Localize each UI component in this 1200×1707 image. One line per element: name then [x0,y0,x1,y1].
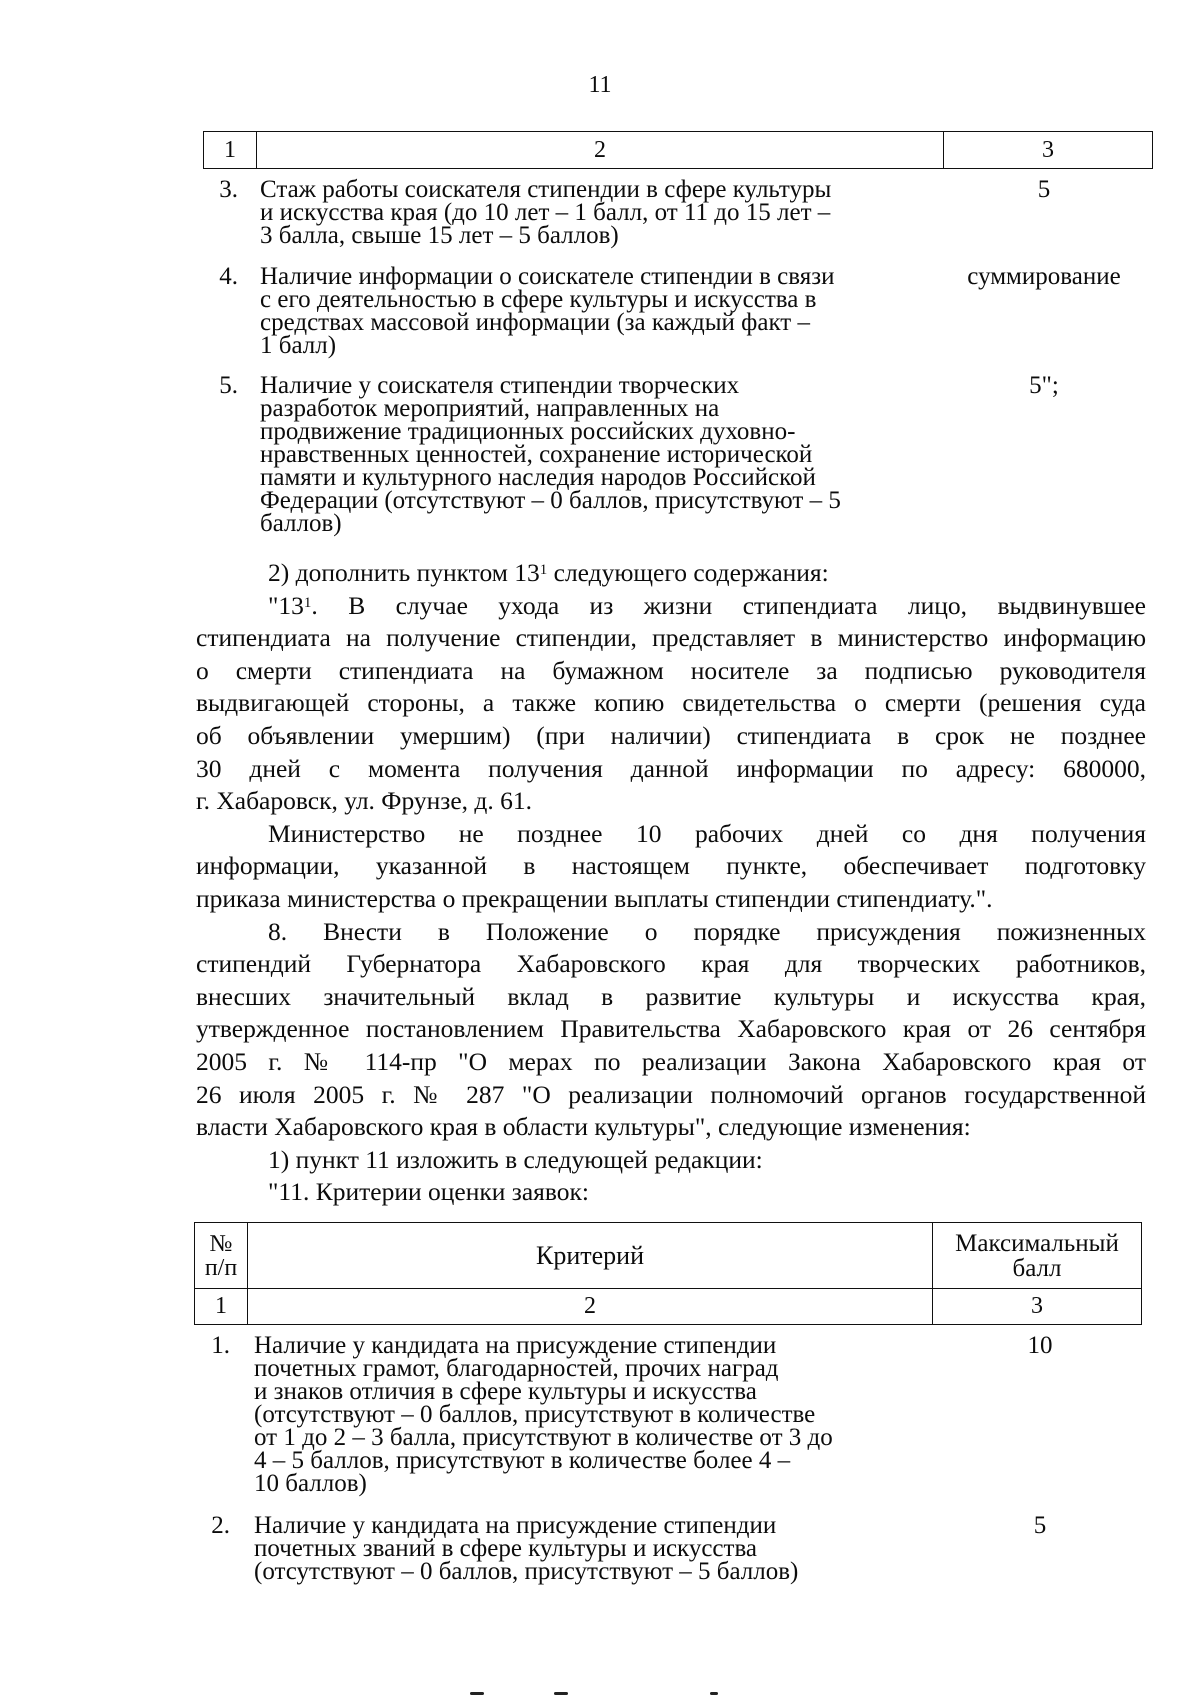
row-score: суммирование [967,263,1121,290]
row-score: 10 [1027,1332,1053,1359]
paragraph-line: 26 июля 2005 г. № 287 "О реализации полномочий органов государственной [196,1079,1146,1109]
row-score: 5 [1033,1512,1047,1539]
paragraph-line: об объявлении умершим) (при наличии) стипендиата в срок не позднее [196,720,1146,750]
paragraph-line: 2005 г. № 114-пр "О мерах по реализации Закона Хабаровского края от [196,1046,1146,1076]
row-score: 5 [1037,176,1051,203]
col-index-1: 1 [195,1289,248,1325]
paragraph-line: информации, указанной в настоящем пункте, обеспечивает подготовку [196,851,1146,881]
page-number: 11 [588,72,612,98]
paragraph-line: г. Хабаровск, ул. Фрунзе, д. 61. [196,786,533,816]
scan-mark [554,1692,568,1695]
scan-mark [470,1692,484,1695]
row-number: 2. [211,1512,230,1539]
col-index-3: 3 [933,1289,1142,1325]
body-text [196,557,1146,1209]
table1-col1: 1 [204,132,257,169]
scan-artifacts [470,1692,730,1698]
paragraph-line: стипендий Губернатора Хабаровского края для творческих работников, [196,949,1146,979]
paragraph-13-1-first-line: "$13^1$. В случае ухода из жизни стипендиата лицо, выдвинувшее [268,590,1146,620]
table1-col2: 2 [257,132,944,169]
row-text: Наличие у кандидата на присуждение стипендии почетных званий в сфере культуры и искусства (отсутствуют – 0 баллов, присутствуют – 5 баллов) [254,1512,799,1585]
col-criterion-header: Критерий [248,1223,933,1289]
row-number: 4. [219,263,238,290]
table1-header [203,131,1153,169]
paragraph-line: стипендиата на получение стипендии, представляет в министерство информацию [196,623,1146,653]
scan-mark [710,1692,718,1695]
paragraph-line: приказа министерства о прекращении выплаты стипендии стипендиату.". [196,883,993,913]
col-max-score-header: Максимальный балл [933,1223,1142,1289]
row-number: 5. [219,372,238,399]
paragraph-line: 1) пункт 11 изложить в следующей редакции: [268,1144,763,1174]
item-2-line: 2) дополнить пунктом $13^1$ следующего содержания: [268,558,829,587]
paragraph-line: о смерти стипендиата на бумажном носителе за подписью руководителя [196,655,1146,685]
col-index-2: 2 [248,1289,933,1325]
table1-col3: 3 [944,132,1153,169]
col-number-header: № п/п [195,1223,248,1289]
criteria-table-header [194,1222,1142,1325]
row-number: 1. [211,1332,230,1359]
row-number: 3. [219,176,238,203]
row-text: Наличие информации о соискателе стипендии в связи с его деятельностью в сфере культуры и искусства в средствах массовой информации (за каждый факт – 1 балл) [260,263,835,359]
paragraph-line: 30 дней с момента получения данной информации по адресу: 680000, [196,753,1146,783]
paragraph-line: 8. Внести в Положение о порядке присуждения пожизненных [268,916,1146,946]
paragraph-line: выдвигающей стороны, а также копию свидетельства о смерти (решения суда [196,688,1146,718]
paragraph-line: утвержденное постановлением Правительства Хабаровского края от 26 сентября [196,1014,1146,1044]
paragraph-line: Министерство не позднее 10 рабочих дней со дня получения [268,818,1146,848]
row-text: Стаж работы соискателя стипендии в сфере культуры и искусства края (до 10 лет – 1 балл, от 11 до 15 лет – 3 балла, свыше 15 лет – 5 баллов) [260,176,832,249]
row-score: 5"; [1029,372,1059,399]
row-text: Наличие у кандидата на присуждение стипендии почетных грамот, благодарностей, прочих наград и знаков отличия в сфере культуры и искусства (отсутствуют – 0 баллов, присутствуют в количестве от 1 до 2 – 3 балла, присутствуют в количестве от 3 до 4 – 5 баллов, присутствуют в количестве более 4 – 10 баллов) [254,1332,833,1497]
row-text: Наличие у соискателя стипендии творческих разработок мероприятий, направленных на продвижение традиционных российских духовно- нравственных ценностей, сохранение исторической памяти и культурного наследия народов Российской Федерации (отсутствуют – 0 баллов, присутствуют – 5 баллов) [260,372,841,537]
criteria-intro: "11. Критерии оценки заявок: [268,1177,589,1207]
paragraph-line: внесших значительный вклад в развитие культуры и искусства края, [196,981,1146,1011]
paragraph-line: власти Хабаровского края в области культуры", следующие изменения: [196,1112,971,1142]
